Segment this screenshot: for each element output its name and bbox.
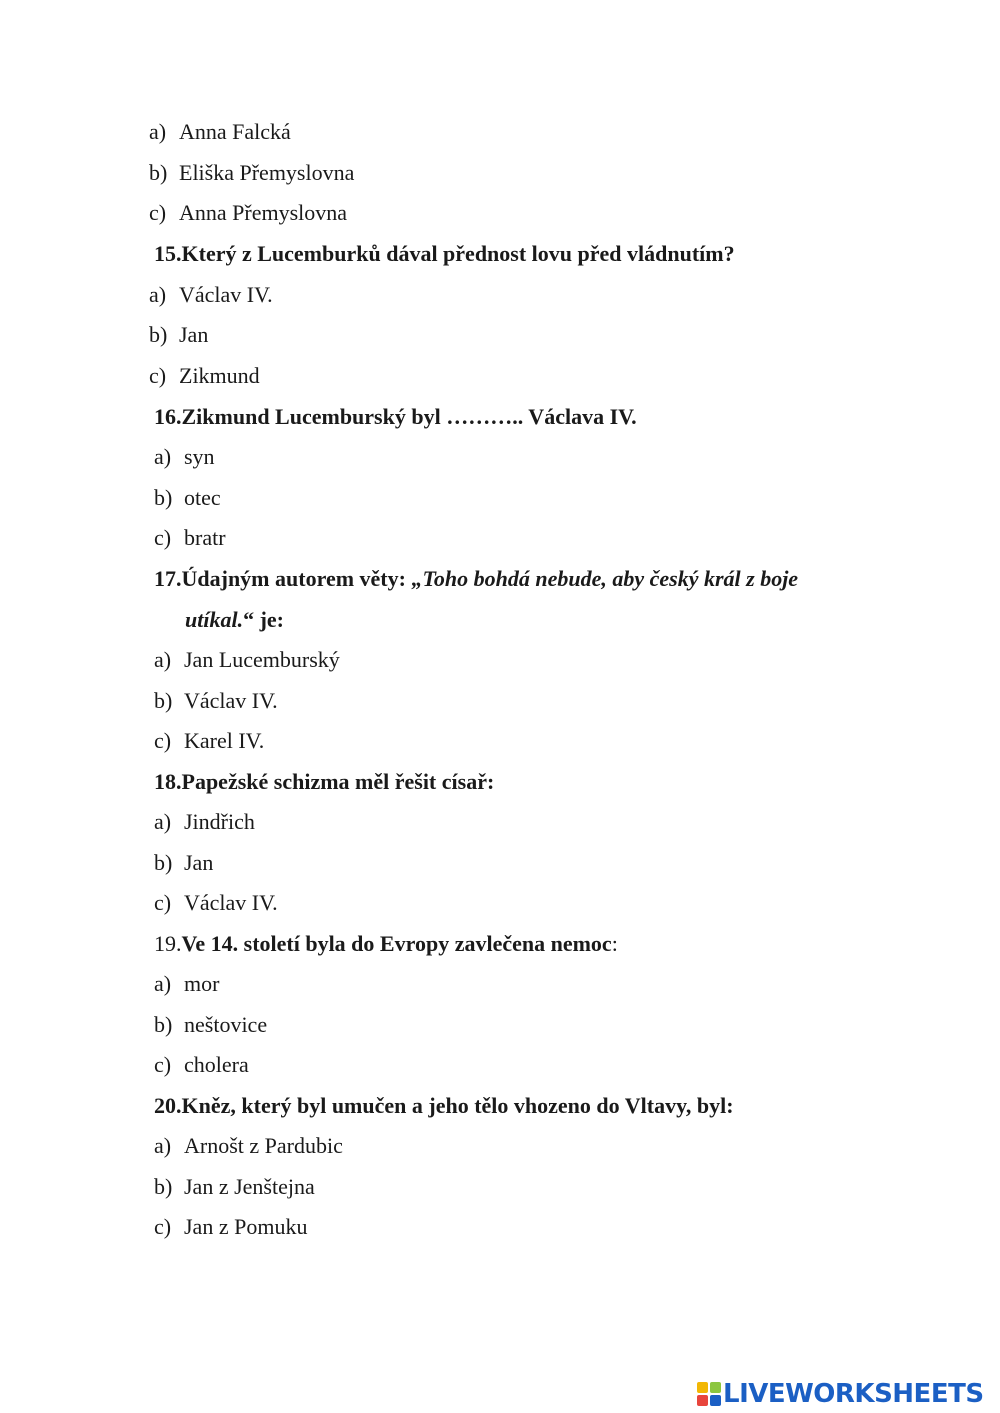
q17-option-c: c) Karel IV. xyxy=(154,728,265,753)
q16-option-b: b) otec xyxy=(154,485,221,510)
question-17: 17.Údajným autorem věty: „Toho bohdá nebude, aby český král z boje xyxy=(154,566,799,591)
list-item: c) Anna Přemyslovna xyxy=(149,200,348,225)
liveworksheets-logo[interactable] xyxy=(697,1380,984,1408)
q17-option-a: a) Jan Lucemburský xyxy=(154,647,340,672)
q19-option-c: c) cholera xyxy=(154,1052,249,1077)
q18-option-a: a) Jindřich xyxy=(154,809,255,834)
q20-option-c: c) Jan z Pomuku xyxy=(154,1214,308,1239)
question-18: 18.Papežské schizma měl řešit císař: xyxy=(154,769,495,794)
q19-option-a: a) mor xyxy=(154,971,220,996)
q17-option-b: b) Václav IV. xyxy=(154,688,278,713)
list-item: a) Anna Falcká xyxy=(149,119,291,144)
q20-option-b: b) Jan z Jenštejna xyxy=(154,1174,315,1199)
q16-option-c: c) bratr xyxy=(154,525,226,550)
question-17-continued: utíkal.“ je: xyxy=(185,607,284,632)
question-20: 20.Kněz, který byl umučen a jeho tělo vhozeno do Vltavy, byl: xyxy=(154,1093,734,1118)
q18-option-b: b) Jan xyxy=(154,850,214,875)
q20-option-a: a) Arnošt z Pardubic xyxy=(154,1133,343,1158)
liveworksheets-logo-text: LIVEWORKSHEETS xyxy=(723,1379,984,1409)
q16-option-a: a) syn xyxy=(154,444,215,469)
liveworksheets-logo-icon xyxy=(697,1382,721,1406)
q19-option-b: b) neštovice xyxy=(154,1012,268,1037)
question-19: 19.Ve 14. století byla do Evropy zavlečena nemoc: xyxy=(154,931,618,956)
q15-option-b: b) Jan xyxy=(149,322,209,347)
q18-option-c: c) Václav IV. xyxy=(154,890,278,915)
question-15: 15.Který z Lucemburků dával přednost lovu před vládnutím? xyxy=(154,241,735,266)
q15-option-a: a) Václav IV. xyxy=(149,282,273,307)
question-16: 16.Zikmund Lucemburský byl ……….. Václava IV. xyxy=(154,404,637,429)
list-item: b) Eliška Přemyslovna xyxy=(149,160,355,185)
q15-option-c: c) Zikmund xyxy=(149,363,260,388)
